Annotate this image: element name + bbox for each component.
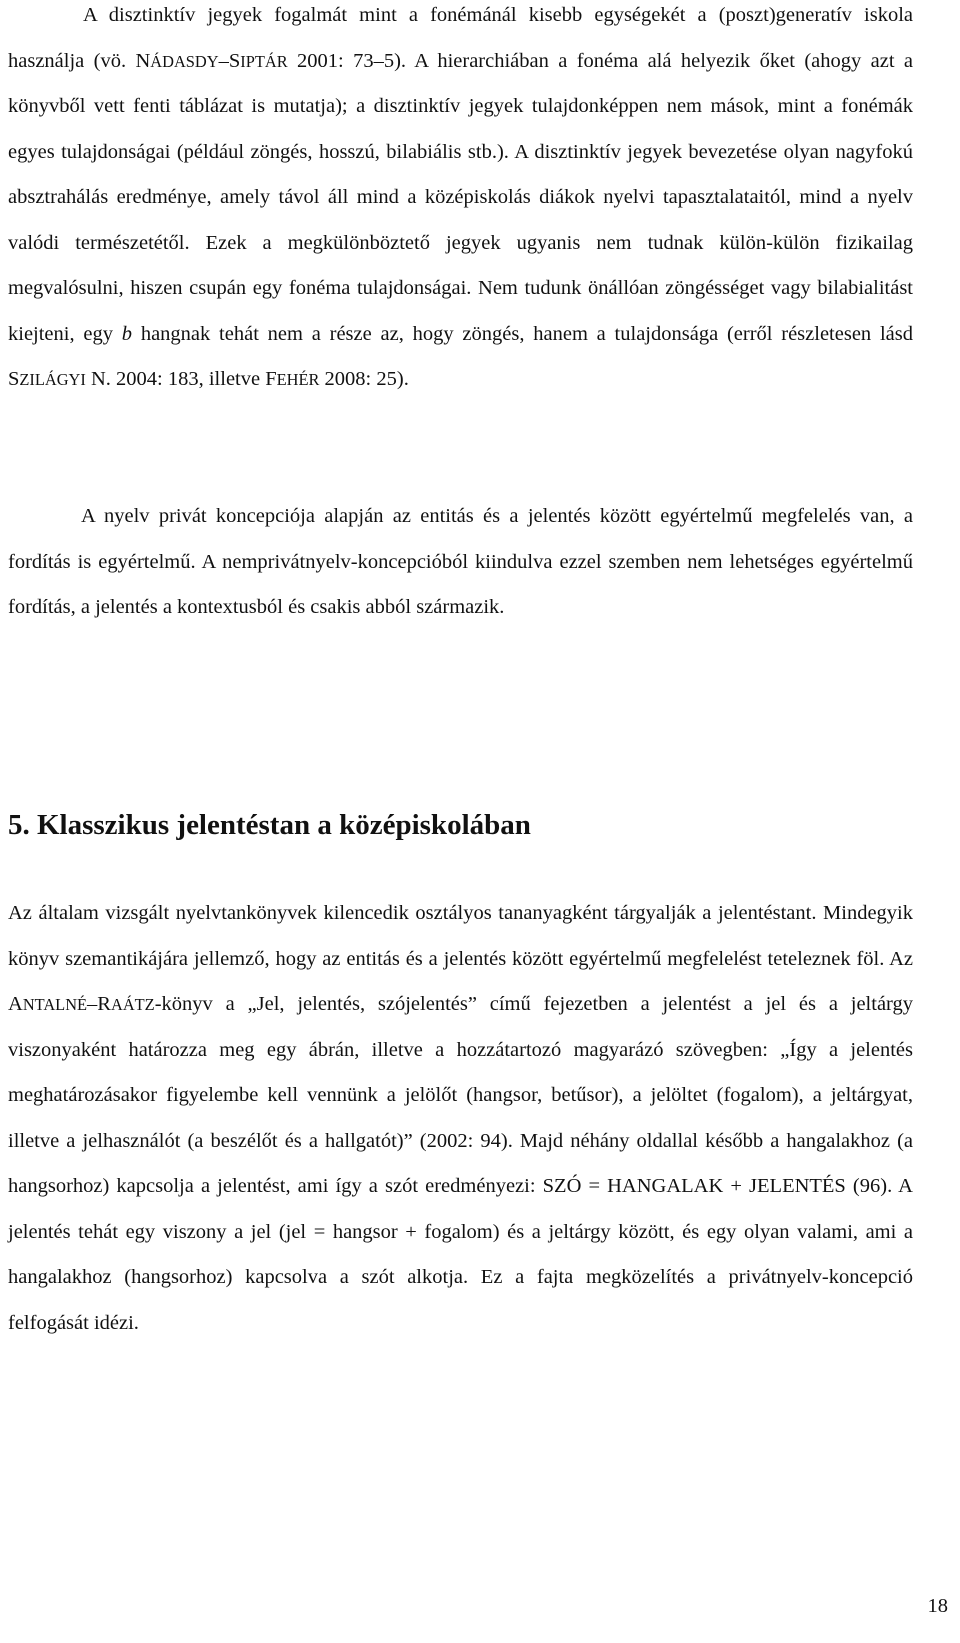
author-name: –R bbox=[87, 993, 111, 1015]
italic-letter: b bbox=[121, 322, 133, 345]
text-span: 2001: 73–5). A hierarchiában a fonéma alá helyezik őket (ahogy azt a könyvből vett fenti táblázat is mutatja); a disztinktív jegyek tulajdonképpen nem mások, mint a fonémák egyes tulajdonságai (például zöngés, hosszú, bilabiális stb.). A disztinktív jegyek bevezetése olyan nagyfokú absztrahálás eredménye, amely távol áll mind a középiskolás diákok nyelvi tapasztalataitól, mind a nyelv valódi természetétől. Ezek a megkülönböztető jegyek ugyanis nem tudnak külön-külön fizikailag megvalósulni, hiszen csupán egy fonéma tulajdonságai. Nem tudunk önállóan zöngésséget vagy bilabialitást kiejteni, egy bbox=[8, 49, 914, 345]
text-span: hangnak tehát nem a része az, hogy zöngés, hanem a tulajdonsága (erről részletesen lásd bbox=[132, 322, 913, 345]
paragraph-private-language: A nyelv privát koncepciója alapján az entitás és a jelentés között egyértelmű megfelelés van, a fordítás is egyértelmű. A nemprivátnyelv-koncepcióból kiindulva ezzel szemben nem lehetséges egyértelmű fordítás, a jelentés a kontextusból és csakis abból származik. bbox=[8, 505, 913, 618]
section-heading: 5. Klasszikus jelentéstan a középiskolában bbox=[8, 809, 531, 841]
text-span: Az általam vizsgált nyelvtankönyvek kilencedik osztályos tananyagként tárgyalják a jelentéstant. Mindegyik könyv szemantikájára jellemző, hogy az entitás és a jelentés között egyértelmű megfelelést teteleznek föl. Az bbox=[8, 902, 913, 970]
page-number: 18 bbox=[927, 1595, 948, 1617]
author-name: –S bbox=[218, 49, 241, 72]
text-span: 2008: 25). bbox=[319, 368, 409, 390]
author-name-smallcaps: NTALNÉ bbox=[22, 995, 88, 1014]
text-span: N. 2004: 183, illetve bbox=[85, 368, 266, 390]
author-name: S bbox=[8, 368, 20, 390]
text-span: -könyv a „Jel, jelentés, szójelentés” című fejezetben a jelentést a jel és a jeltárgy viszonyaként határozza meg egy ábrán, illetve a hozzátartozó magyarázó szövegben: „Így a jelentés meghatározásakor figyelembe kell vennünk a jelölőt (hangsor, betűsor), a jelöltet (fogalom), a jeltárgyat, illetve a jelhasználót (a beszélőt és a hallgatót)” (2002: 94). Majd néhány oldallal később a hangalakhoz (a hangsorhoz) kapcsolja a jelentést, ami így a szót eredményezi: SZÓ = HANGALAK + JELENTÉS (96). A jelentés tehát egy viszony a jel (jel = hangsor + fogalom) és a jeltárgy között, és egy olyan valami, ami a hangalakhoz (hangsorhoz) kapcsolva a szót alkotja. Ez a fajta megközelítés a privátnyelv-koncepció felfogását idézi. bbox=[8, 993, 913, 1334]
author-name-smallcaps: AÁTZ bbox=[110, 995, 155, 1014]
author-name: N bbox=[135, 49, 151, 72]
author-name: F bbox=[265, 368, 277, 390]
paragraph-distinctive-features bbox=[8, 0, 913, 403]
author-name: A bbox=[8, 993, 23, 1015]
author-name-smallcaps: EHÉR bbox=[276, 370, 320, 389]
author-name-smallcaps: ZILÁGYI bbox=[19, 370, 86, 389]
author-name-smallcaps: ÁDASDY bbox=[150, 51, 219, 71]
text-span: A disztinktív jegyek fogalmát mint a fonémánál kisebb egységekét a (poszt)generatív iskola használja (vö. bbox=[8, 4, 913, 72]
paragraph-classical-semantics bbox=[8, 891, 913, 1346]
author-name-smallcaps: IPTÁR bbox=[240, 51, 288, 71]
